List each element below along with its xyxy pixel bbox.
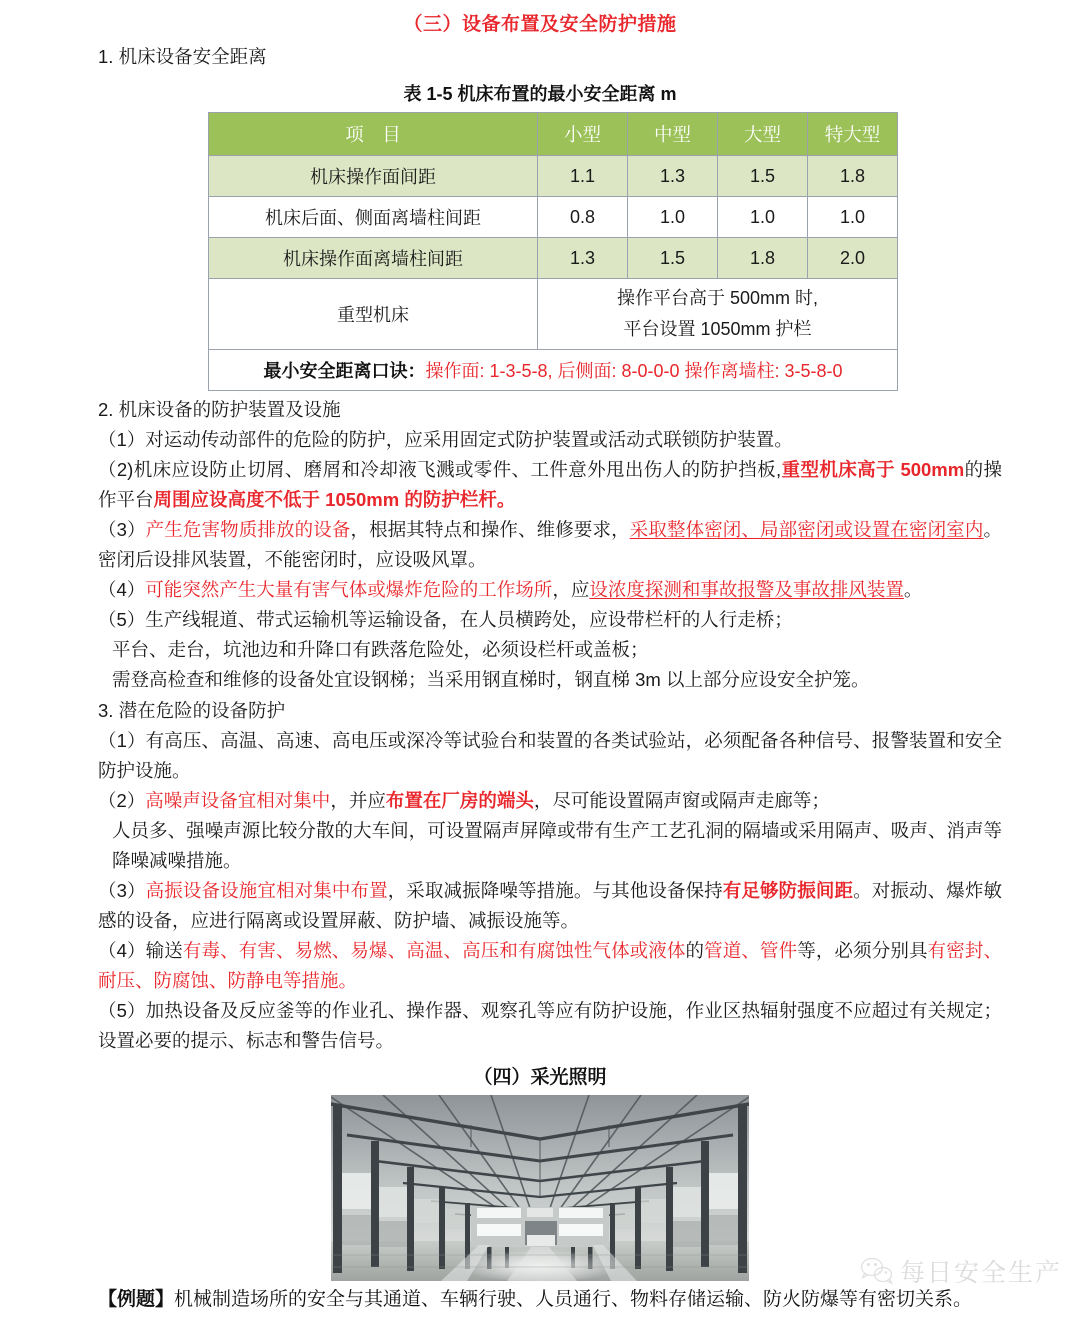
- heavy-machine-line-2: 平台设置 1050mm 护栏: [623, 319, 812, 339]
- cell-value: 1.0: [808, 197, 898, 238]
- cell-value: 1.1: [538, 156, 628, 197]
- mnemonic-value: 操作面: 1-3-5-8, 后侧面: 8-0-0-0 操作离墙柱: 3-5-8-0: [425, 361, 843, 381]
- watermark-text: 每日安全生产: [899, 1260, 1062, 1287]
- item-3-p2-red1: 高噪声设备宜相对集中: [145, 790, 331, 811]
- item-2-p3-red1: 产生危害物质排放的设备: [145, 519, 351, 540]
- item-2-p2-red2: 周围应设高度不低于 1050mm 的防护栏杆。: [153, 489, 516, 510]
- item-3-heading: 3. 潜在危险的设备防护: [98, 700, 286, 721]
- heavy-machine-line-1: 操作平台高于 500mm 时,: [616, 288, 819, 308]
- item-3-p2-continued: 人员多、强噪声源比较分散的大车间，可设置隔声屏障或带有生产工艺孔洞的隔墙或采用隔声、吸声、消声等降噪减噪措施。: [112, 820, 1002, 871]
- item-3-p2-num: （2）: [98, 790, 146, 811]
- item-2-p5-line3: 需登高检查和维修的设备处宜设钢梯；当采用钢直梯时，钢直梯 3m 以上部分应设安全护笼。: [112, 669, 870, 690]
- table-row-mnemonic: [209, 350, 898, 391]
- item-2-p5-line1: （5）生产线辊道、带式运输机等运输设备，在人员横跨处，应设带栏杆的人行走桥；: [98, 609, 793, 630]
- table-header-row: [209, 113, 898, 156]
- table-row-heavy-machine: [209, 279, 898, 350]
- cell-value: 1.5: [628, 238, 718, 279]
- example-question-line: [0, 1281, 1080, 1315]
- item-3-p4-red2: 管道、管件: [704, 940, 798, 961]
- item-2-p4-red1: 可能突然产生大量有害气体或爆炸危险的工作场所: [145, 579, 553, 600]
- cell-value: 1.5: [718, 156, 808, 197]
- cell-value: 1.0: [718, 197, 808, 238]
- item-3-p4-t2: 的: [685, 940, 705, 961]
- item-3-p3-bold: 有足够防振间距: [722, 880, 854, 901]
- safety-distance-table-wrapper: [208, 112, 881, 391]
- item-3-p3-num: （3）: [98, 880, 146, 901]
- col-header-small: 小型: [538, 113, 628, 156]
- item-3-p4-red1: 有毒、有害、易燃、易爆、高温、高压和有腐蚀性气体或液体: [182, 940, 686, 961]
- table-row: [209, 197, 898, 238]
- col-header-medium: 中型: [628, 113, 718, 156]
- item-3-p3-end: 。对振动、爆炸敏感的设备，应进行隔离或设置屏蔽、防护墙、减振设施等。: [98, 880, 1002, 931]
- item-3-p1: （1）有高压、高温、高速、高电压或深冷等试验台和装置的各类试验站，必须配备各种信号、报警装置和安全防护设施。: [98, 730, 1002, 781]
- item-2-p3-red2: 采取整体密闭、局部密闭或设置在密闭室内: [629, 519, 984, 540]
- row-label: 机床操作面间距: [209, 156, 538, 197]
- item-2-p3-num: （3）: [98, 519, 146, 540]
- item-3-p2-bold: 布置在厂房的端头: [385, 790, 534, 811]
- item-2-p2-b: 的操作平台: [98, 459, 1003, 510]
- section-title-iv: （四）采光照明: [473, 1067, 607, 1088]
- item-2-p4: [0, 575, 1080, 605]
- document-page: [0, 9, 1080, 1327]
- table-caption: 表 1-5 机床布置的最小安全距离 m: [403, 84, 677, 104]
- row-label: 机床操作面离墙柱间距: [209, 238, 538, 279]
- table-header: [209, 113, 898, 156]
- item-3-p4-t3: 等，必须分别具: [797, 940, 928, 961]
- item-2-p3: [0, 515, 1080, 575]
- item-3-p2: [0, 786, 1080, 816]
- item-2-p4-red2: 设浓度探测和事故报警及事故排风装置: [589, 579, 904, 600]
- item-3-p4-t1: 输送: [145, 940, 183, 961]
- item-2-p2: [0, 455, 1080, 515]
- item-1-heading: 1. 机床设备安全距离: [98, 46, 267, 67]
- table-body: [209, 156, 898, 391]
- item-3-p4-num: （4）: [98, 940, 146, 961]
- cell-value: 1.8: [718, 238, 808, 279]
- item-2-p1: （1）对运动传动部件的危险的防护，应采用固定式防护装置或活动式联锁防护装置。: [98, 429, 793, 450]
- example-bracket-label: 【例题】: [98, 1289, 175, 1310]
- col-header-large: 大型: [718, 113, 808, 156]
- cell-value: 1.8: [808, 156, 898, 197]
- item-2-p3-mid: ，根据其特点和操作、维修要求，: [350, 519, 630, 540]
- item-2-p4-end: 。: [903, 579, 923, 600]
- mnemonic-cell: [209, 350, 898, 391]
- photo-svg: [331, 1095, 749, 1281]
- cell-value: 1.3: [628, 156, 718, 197]
- row-label: 机床后面、侧面离墙柱间距: [209, 197, 538, 238]
- col-header-extra-large: 特大型: [808, 113, 898, 156]
- mnemonic-label: 最小安全距离口诀：: [263, 361, 426, 381]
- item-3-p3-mid: ，采取减振降噪等措施。与其他设备保持: [387, 880, 723, 901]
- item-2-p2-a: （2)机床应设防止切屑、磨屑和冷却液飞溅或零件、工件意外甩出伤人的防护挡板,: [98, 459, 782, 480]
- cell-value: 1.0: [628, 197, 718, 238]
- cell-value: 2.0: [808, 238, 898, 279]
- item-3-p4: [0, 936, 1080, 996]
- item-2-p5-line2: 平台、走台，坑池边和升降口有跌落危险处，必须设栏杆或盖板；: [112, 639, 649, 660]
- item-3-p3-red1: 高振设备设施宜相对集中布置: [145, 880, 388, 901]
- item-3-p2-mid: ，并应: [330, 790, 386, 811]
- factory-workshop-interior-photo: [331, 1095, 749, 1281]
- safety-distance-table: [208, 112, 898, 391]
- item-3-p5: （5）加热设备及反应釜等的作业孔、操作器、观察孔等应有防护设施，作业区热辐射强度不应超过有关规定；设置必要的提示、标志和警告信号。: [98, 1000, 1002, 1051]
- item-2-heading: 2. 机床设备的防护装置及设施: [98, 399, 341, 420]
- table-row: [209, 238, 898, 279]
- item-2-p3-end: 。密闭后设排风装置，不能密闭时，应设吸风罩。: [98, 519, 1002, 570]
- item-2-p4-mid: ，应: [552, 579, 590, 600]
- heavy-machine-label: 重型机床: [209, 279, 538, 350]
- item-2-p2-red1: 重型机床高于 500mm: [781, 459, 965, 480]
- item-3-p4-red3: 有密封、耐压、防腐蚀、防静电等措施。: [98, 940, 1002, 991]
- cell-value: 0.8: [538, 197, 628, 238]
- example-text: 机械制造场所的安全与其通道、车辆行驶、人员通行、物料存储运输、防火防爆等有密切关系。: [174, 1289, 973, 1310]
- heavy-machine-value: [538, 279, 898, 350]
- item-3-p3: [0, 876, 1080, 936]
- cell-value: 1.3: [538, 238, 628, 279]
- item-3-p2-end: ，尽可能设置隔声窗或隔声走廊等；: [533, 790, 830, 811]
- section-title-iii: （三）设备布置及安全防护措施: [403, 14, 677, 35]
- item-2-p4-num: （4）: [98, 579, 146, 600]
- table-row: [209, 156, 898, 197]
- col-header-item: 项 目: [209, 113, 538, 156]
